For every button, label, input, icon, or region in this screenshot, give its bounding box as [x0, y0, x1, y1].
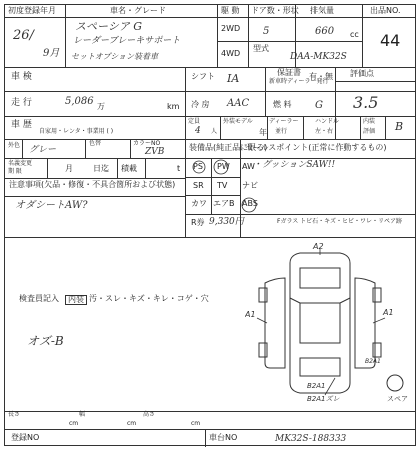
- mark-rear: B2A1ズレ: [307, 395, 340, 403]
- inspector-tags: 汚・スレ・キズ・キレ・コゲ・穴: [89, 294, 209, 303]
- rule: [335, 81, 415, 82]
- transfer-day: 日迄: [93, 164, 109, 173]
- model-label: 車名・グレード: [110, 6, 166, 15]
- car-damage-diagram: [245, 243, 415, 403]
- rule: [65, 5, 66, 67]
- rule: [217, 5, 218, 67]
- interior-value: B: [395, 120, 404, 133]
- fuel-label: 燃 料: [273, 100, 292, 109]
- dealer-opts: 並行: [275, 128, 288, 135]
- interior-sub: 評価: [363, 128, 376, 135]
- ac-label: 冷 房: [191, 100, 210, 109]
- model-line-1: スペーシア G: [75, 20, 143, 33]
- inspector-signature: オズ-B: [27, 334, 64, 348]
- rule: [220, 116, 221, 139]
- color-no-label: カラーNO: [133, 140, 161, 147]
- score-value: 3.5: [353, 93, 379, 112]
- rule: [47, 158, 48, 178]
- left-side: [265, 278, 285, 368]
- displacement-label: 排気量: [310, 6, 334, 15]
- rule: [362, 5, 363, 67]
- inspector-interior-label: 内装: [65, 295, 87, 305]
- history-opts: 自家用・レンタ・事業用 ( ): [39, 128, 114, 135]
- loaded-label: 積載: [121, 164, 137, 173]
- color-change-label: 色替: [89, 140, 102, 147]
- rule: [5, 429, 415, 430]
- check-abs: [242, 198, 256, 212]
- rule: [5, 411, 415, 412]
- doors-value: 5: [263, 26, 270, 37]
- mileage-unit-2: km: [167, 102, 180, 111]
- check-pw: [214, 160, 228, 174]
- inspection-label: 車 検: [11, 72, 32, 82]
- inspector-label: 検査員記入: [19, 294, 59, 303]
- mileage-label: 走 行: [11, 98, 32, 108]
- selling-points: ・グッションSAW!!: [253, 160, 336, 170]
- rule: [5, 139, 415, 140]
- warranty-label: 保証書: [277, 68, 301, 77]
- width-label: 幅: [79, 411, 86, 418]
- rule: [185, 67, 186, 139]
- rule: [217, 41, 362, 42]
- first-reg-label: 初度登録年月: [8, 6, 56, 15]
- rule: [248, 5, 249, 67]
- rule: [205, 429, 206, 447]
- handle-label: ハンドル: [315, 118, 340, 125]
- color-model-label: 外装モデル: [223, 118, 253, 125]
- glass-label: Fガラス トビ石・キズ・ヒビ・ワレ・リペア跡: [277, 218, 402, 225]
- height-cm: cm: [191, 420, 201, 427]
- rule: [265, 67, 266, 116]
- first-reg-month: 9月: [43, 48, 60, 59]
- rule: [335, 67, 336, 139]
- mark-side: B2A1: [365, 358, 381, 365]
- wheel: [373, 288, 381, 302]
- drive-2wd: 2WD: [221, 24, 241, 33]
- wheel: [373, 343, 381, 357]
- spare-tire: [387, 375, 403, 391]
- handle-opts: 左・右: [315, 128, 334, 135]
- rule: [22, 139, 23, 158]
- transfer-label-1: 名義変更: [8, 160, 33, 167]
- lot-label: 出品NO.: [370, 6, 401, 15]
- mark-top: A2: [313, 243, 324, 251]
- type-label: 型式: [253, 44, 269, 53]
- rule: [5, 237, 415, 238]
- reg-no-label: 登録NO: [11, 433, 40, 442]
- rule: [5, 67, 415, 68]
- equip-pw: PW: [217, 162, 230, 171]
- equip-airbag: エアB: [213, 199, 235, 208]
- shift-label: シフト: [191, 72, 215, 81]
- equip-navi: ナビ: [242, 181, 258, 190]
- rule: [303, 116, 304, 139]
- rule: [5, 91, 415, 92]
- notes-title: 注意事項(欠品・修復・不具合箇所および状態): [9, 180, 176, 189]
- length-label: 長さ: [8, 411, 21, 418]
- model-line-2: レーダーブレーキサポート: [73, 36, 181, 46]
- ext-color-label: 外色: [8, 142, 21, 149]
- equip-aw: AW: [242, 162, 255, 171]
- width-cm: cm: [127, 420, 137, 427]
- color-value: グレー: [29, 145, 57, 155]
- transfer-label-2: 期 限: [8, 168, 22, 175]
- rule: [5, 17, 415, 18]
- mileage-unit-1: 万: [97, 102, 105, 111]
- first-reg-year: 26/: [13, 28, 34, 43]
- equipment-title: 装備品(純正品に限る): [189, 143, 268, 152]
- rule: [5, 116, 415, 117]
- car-outline: [259, 253, 403, 393]
- chassis-value: MK32S-188333: [275, 434, 347, 444]
- damage-marks: [257, 249, 385, 395]
- ac-value: AAC: [227, 98, 250, 109]
- rear-window: [300, 358, 340, 376]
- capacity-value: 4: [195, 126, 201, 136]
- equip-abs: ABS: [242, 199, 258, 208]
- rule: [267, 116, 268, 139]
- mark-left: A1: [245, 310, 256, 319]
- type-value: DAA-MK32S: [290, 52, 347, 62]
- check-ps: [193, 161, 205, 173]
- recycle-value: 9,330円: [209, 217, 244, 227]
- cc-value: 660: [315, 26, 335, 37]
- chassis-label: 車台NO: [209, 433, 238, 442]
- car-body: [290, 253, 350, 393]
- rule: [360, 116, 361, 139]
- spare-label: スペア: [387, 395, 408, 403]
- equip-tv: TV: [217, 181, 228, 190]
- roof: [300, 303, 340, 343]
- model-line-3: セットオプション装着車: [71, 52, 159, 61]
- windshield: [300, 268, 340, 288]
- capacity-label: 定員: [188, 118, 201, 125]
- doors-label: ドア数・形状: [251, 6, 299, 15]
- shift-value: IA: [227, 72, 240, 85]
- equip-sr: SR: [193, 181, 204, 190]
- mileage-value: 5,086: [65, 96, 94, 107]
- door-line: [290, 298, 300, 303]
- height-label: 高さ: [143, 411, 156, 418]
- transfer-month: 月: [65, 164, 73, 173]
- fuel-value: G: [315, 100, 323, 111]
- equip-ps: PS: [193, 162, 203, 171]
- dealer-label: ディーラー: [269, 118, 299, 125]
- year-label: 年: [259, 128, 267, 137]
- wheel: [259, 343, 267, 357]
- lot-number: 44: [380, 31, 401, 50]
- auction-inspection-sheet: [4, 4, 416, 446]
- notes-value: オダシートAW?: [15, 200, 88, 211]
- warranty-opts: 有・無: [309, 72, 333, 81]
- loaded-unit: t: [177, 164, 181, 173]
- drive-4wd: 4WD: [221, 49, 241, 58]
- selling-title: セールスポイント(正常に作動するもの): [245, 143, 387, 152]
- wheel: [259, 288, 267, 302]
- rule: [5, 158, 185, 159]
- warranty-sub: 新車時ディーラー発行: [269, 78, 329, 85]
- rule: [385, 116, 386, 139]
- equip-recycle: R券: [191, 218, 205, 227]
- length-cm: cm: [69, 420, 79, 427]
- rule: [130, 139, 131, 158]
- door-line: [340, 298, 350, 303]
- mark-right: A1: [383, 308, 394, 317]
- rule: [117, 158, 118, 178]
- capacity-unit: 人: [211, 128, 218, 135]
- right-side: [355, 278, 375, 368]
- cc-unit: cc: [350, 30, 359, 39]
- history-label: 車 歴: [11, 120, 32, 130]
- rule: [85, 139, 86, 158]
- rule: [145, 158, 146, 178]
- equip-leather: カワ: [191, 199, 207, 208]
- interior-label: 内装: [363, 118, 376, 125]
- color-no-value: ZVB: [145, 147, 165, 157]
- mark-bottom: B2A1: [307, 382, 326, 390]
- drive-label: 駆 動: [221, 6, 240, 15]
- score-label: 評価点: [350, 69, 374, 78]
- rule: [5, 178, 185, 179]
- rule: [5, 196, 185, 197]
